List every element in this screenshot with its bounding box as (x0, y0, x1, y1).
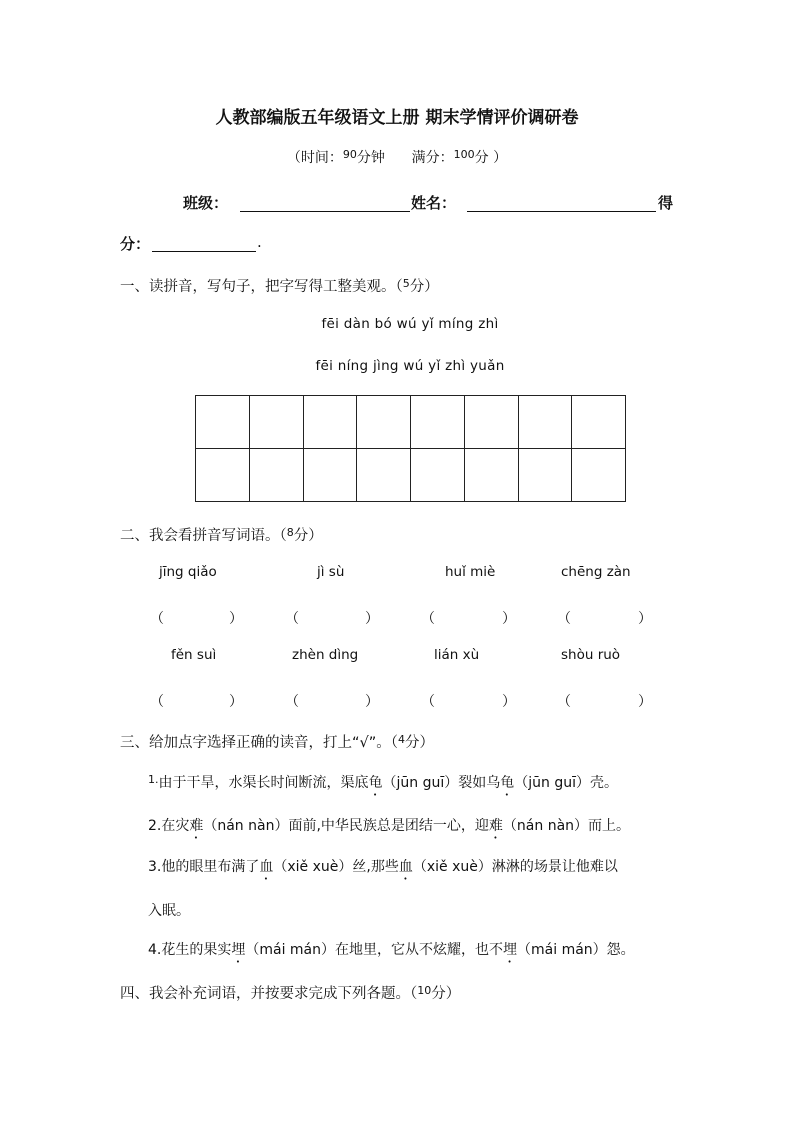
section1-pinyin-line2: fēi níng jìng wú yǐ zhì yuǎn (315, 358, 505, 374)
dotted-char: 埋 (231, 942, 246, 958)
full-score-label: 满分： (411, 150, 454, 166)
section3-points: 4 (398, 733, 406, 746)
word-pinyin: zhèn dìng (292, 647, 359, 663)
word-pinyin: fěn suì (171, 647, 217, 663)
section1-pinyin-line1: fēi dàn bó wú yǐ míng zhì (321, 316, 499, 332)
writing-grid-cell[interactable] (411, 396, 465, 449)
answer-paren-open: （ (557, 694, 571, 710)
page-title: 人教部编版五年级语文上册 期末学情评价调研卷 (215, 108, 579, 128)
time-unit: 分钟 (356, 150, 385, 166)
writing-grid-cell[interactable] (196, 449, 250, 502)
name-field[interactable] (467, 211, 656, 212)
answer-paren-open: （ (421, 611, 435, 627)
answer-paren-close: ） (365, 694, 379, 710)
class-label: 班级： (183, 194, 229, 212)
word-pinyin: jì sù (317, 564, 345, 580)
dotted-char: 龟 (368, 775, 383, 791)
question-3-3: 3.他的眼里布满了血（xiě xuè）丝,那些血（xiě xuè）淋淋的场景让他难以 (148, 859, 618, 875)
writing-grid-cell[interactable] (250, 396, 304, 449)
section3-heading: 三、给加点字选择正确的读音，打上“√”。（$^4$分） (120, 733, 435, 751)
answer-paren-close: ） (229, 694, 243, 710)
question-3-4: 4.花生的果实埋（mái mán）在地里，它从不炫耀，也不埋（mái mán）怨。 (148, 942, 635, 958)
writing-grid-cell[interactable] (411, 449, 465, 502)
writing-grid-cell[interactable] (196, 396, 250, 449)
full-score-unit: 分 ） (474, 150, 508, 166)
dotted-char: 埋 (503, 942, 518, 958)
writing-grid-cell[interactable] (519, 449, 573, 502)
writing-grid-cell[interactable] (465, 449, 519, 502)
dotted-char: 难 (488, 818, 503, 834)
word-pinyin: chēng zàn (561, 564, 631, 580)
writing-grid-cell[interactable] (465, 396, 519, 449)
answer-paren-open: （ (285, 611, 299, 627)
score-label-part2: 分： (120, 235, 151, 253)
word-pinyin: huǐ miè (445, 564, 496, 580)
section1-points: 5 (402, 277, 410, 290)
word-pinyin: jīng qiǎo (159, 564, 217, 580)
answer-paren-close: ） (638, 694, 652, 710)
writing-grid-cell[interactable] (304, 449, 358, 502)
score-field[interactable] (152, 251, 256, 252)
answer-paren-open: （ (150, 694, 164, 710)
writing-grid-cell[interactable] (519, 396, 573, 449)
time-value: 90 (342, 148, 357, 161)
writing-grid-cell[interactable] (572, 449, 626, 502)
answer-paren-open: （ (150, 611, 164, 627)
writing-grid-cell[interactable] (357, 396, 411, 449)
answer-paren-close: ） (502, 694, 516, 710)
section4-heading: 四、我会补充词语，并按要求完成下列各题。（$^{10}$分） (120, 984, 461, 1002)
exam-meta (0, 147, 794, 167)
dotted-char: 难 (189, 818, 204, 834)
section1-heading: 一、读拼音，写句子，把字写得工整美观。（$^5$分） (120, 277, 439, 295)
name-label: 姓名： (411, 194, 457, 212)
time-label: （时间： (286, 150, 343, 166)
section2-heading: 二、我会看拼音写词语。（$^8$分） (120, 526, 323, 544)
section4-points: 10 (417, 984, 432, 997)
writing-grid-cell[interactable] (250, 449, 304, 502)
answer-paren-close: ） (502, 611, 516, 627)
dotted-char: 血 (259, 859, 274, 875)
writing-grid (195, 395, 626, 502)
score-label-part1: 得 (658, 194, 674, 212)
answer-paren-open: （ (557, 611, 571, 627)
question-3-1: $^{1.}$由于干旱，水渠长时间断流，渠底龟（jūn guī）裂如乌龟（jūn guī）壳。 (148, 773, 618, 791)
writing-grid-cell[interactable] (304, 396, 358, 449)
question-3-2: 2.在灾难（nán nàn）面前,中华民族总是团结一心，迎难（nán nàn）而上。 (148, 818, 631, 834)
dotted-char: 龟 (500, 775, 515, 791)
class-field[interactable] (240, 211, 410, 212)
answer-paren-open: （ (285, 694, 299, 710)
section2-points: 8 (286, 526, 294, 539)
answer-paren-close: ） (365, 611, 379, 627)
writing-grid-cell[interactable] (357, 449, 411, 502)
dotted-char: 血 (398, 859, 413, 875)
answer-paren-close: ） (229, 611, 243, 627)
answer-paren-close: ） (638, 611, 652, 627)
word-pinyin: lián xù (434, 647, 480, 663)
word-pinyin: shòu ruò (561, 647, 621, 663)
writing-grid-cell[interactable] (572, 396, 626, 449)
question-3-3-continued: 入眠。 (148, 903, 190, 919)
score-end-mark: . (257, 233, 262, 251)
full-score-value: 100 (453, 148, 475, 161)
answer-paren-open: （ (421, 694, 435, 710)
